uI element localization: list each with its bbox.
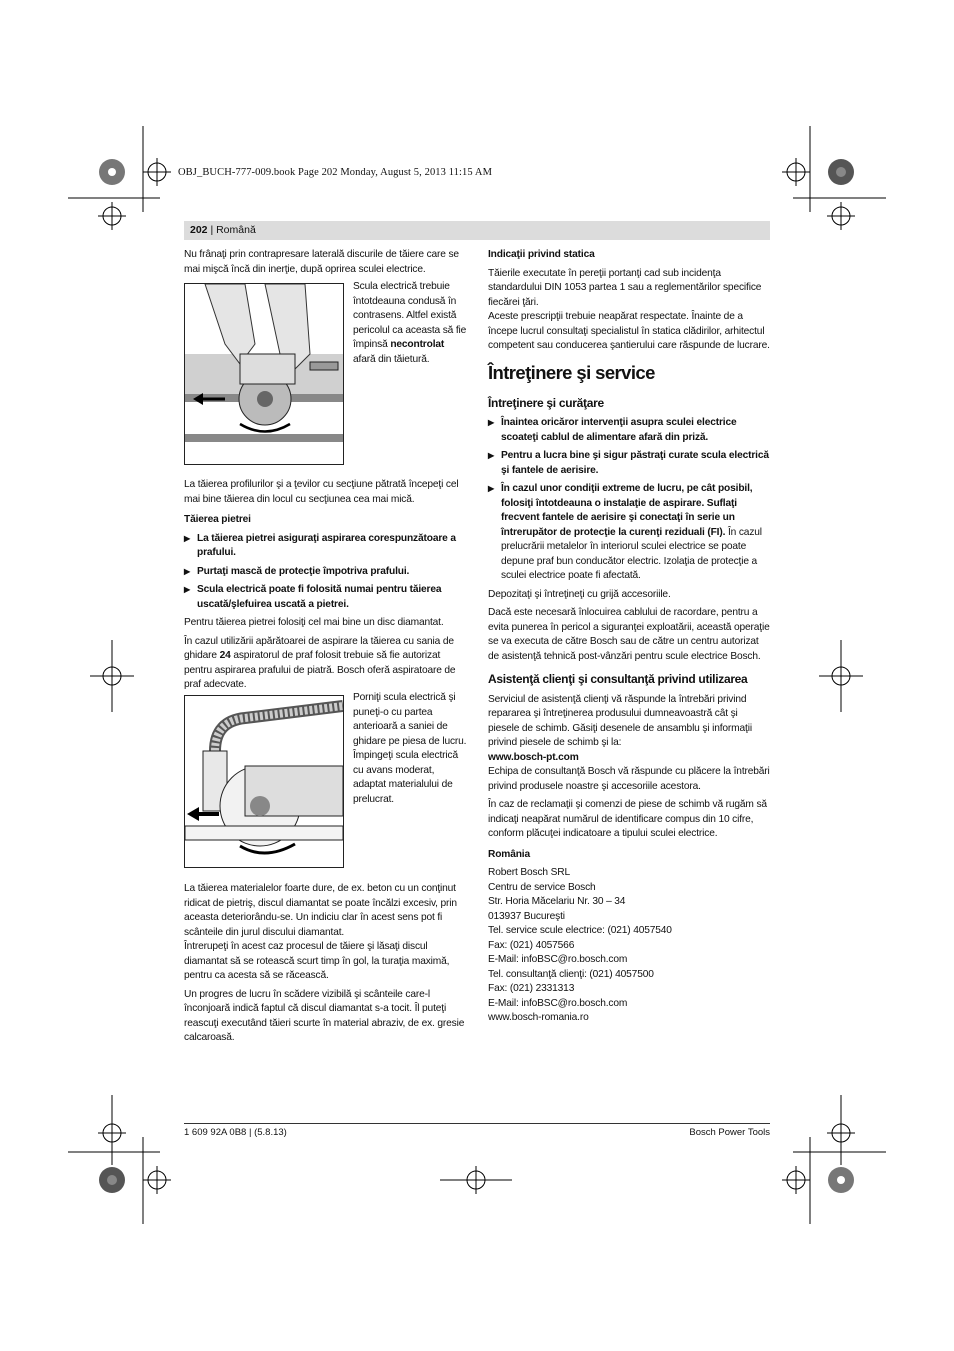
profile-paragraph: La tăierea profilurilor şi a ţevilor cu secţiune pătrată începeţi cel mai bine tăierea din locul cu secţiunea cea mai mică. [184, 479, 459, 505]
page-number: 202 [190, 224, 208, 236]
figure-cutting-direction [184, 283, 344, 465]
aspiration-paragraph: În cazul utilizării apărătoarei de aspirare la tăierea cu sania de ghidare 24 aspiratorul de praf folosit trebuie să fie autorizat pentru aspirarea prafului de piatră. Bosch oferă aspiratoare de praf adecvate. [184, 635, 456, 690]
static-paragraph-1: Tăierile executate în pereţii portanţi cad sub incidenţa standardului DIN 1053 partea 1 sau a reglementărilor specifice fiecărei ţări. [488, 267, 762, 308]
country-heading: România [488, 848, 530, 860]
bosch-pt-link[interactable]: www.bosch-pt.com [488, 751, 579, 763]
diamond-paragraph: Pentru tăierea pietrei folosiţi cel mai bine un disc diamantat. [184, 617, 444, 628]
left-column-middle [184, 478, 466, 697]
address-block [488, 866, 770, 1026]
address-line: Tel. service scule electrice: (021) 4057540 [488, 925, 672, 936]
address-line: Centru de service Bosch [488, 881, 596, 893]
address-line: 013937 Bucureşti [488, 910, 565, 922]
maintenance-bullet-3: ▶ În cazul unor condiţii extreme de lucru, pe cât posibil, folosiţi întotdeauna o instalaţie de aspirare. Suflaţi frecvent fantele de aerisire şi conectaţi în serie un întrerupător de protecţie la curenţi reziduali (FI). În cazul prelucrării metalelor în interiorul sculei electrice se poate depune praf bun conducător electric. Izolaţia de protecţie a sculei electrice poate fi afectată. [488, 482, 770, 584]
hard-material-paragraph-1: La tăierea materialelor foarte dure, de ex. beton cu un conţinut ridicat de pietriş, discul diamantat se poate încălzi excesiv, prin aceasta deteriorându-se. Un indiciu clar în acest sens pot fi scânteile din jurul discului diamantat. [184, 883, 457, 938]
maintenance-heading: Întreţinere şi curăţare [488, 395, 604, 410]
address-line: Fax: (021) 4057566 [488, 939, 575, 951]
language-label: Română [216, 224, 256, 236]
intro-paragraph: Nu frânaţi prin contrapresare laterală discurile de tăiere care se mai mişcă încă din inerţie, după oprirea sculei electrice. [184, 249, 459, 275]
address-line: Str. Horia Măcelariu Nr. 30 – 34 [488, 896, 626, 907]
page-header-bar [184, 221, 770, 240]
address-line: Robert Bosch SRL [488, 867, 570, 878]
footer-brand: Bosch Power Tools [689, 1127, 770, 1138]
stone-bullet-3: ▶ Scula electrică poate fi folosită numai pentru tăierea uscată/şlefuirea uscată a pietrei. [184, 583, 466, 612]
figure1-caption-bold: necontrolat [390, 339, 445, 350]
page-header: 202 | Română [190, 224, 256, 236]
print-slug: OBJ_BUCH-777-009.book Page 202 Monday, August 5, 2013 11:15 AM [178, 167, 493, 178]
assistance-paragraph-1: Serviciul de asistenţă clienţi vă răspunde la întrebări privind repararea şi întreţinerea produsului dumneavoastră cât şi piesele de schimb. Găsiţi desenele de ansamblu şi informaţii privind piesele de schimb şi la: [488, 693, 752, 748]
assistance-paragraph-3: În caz de reclamaţii şi comenzi de piese de schimb vă rugăm să indicaţi neapărat numărul de identificare compus din 10 cifre, conform plăcuţei indicatoare a tipului sculei electrice. [488, 799, 767, 839]
address-line[interactable]: www.bosch-romania.ro [488, 1012, 589, 1023]
stone-bullet-2: ▶ Purtaţi mască de protecţie împotriva prafului. [184, 565, 466, 580]
footer-doc-number: 1 609 92A 0B8 | (5.8.13) [184, 1127, 287, 1138]
static-paragraph-2: Aceste prescripţii trebuie neapărat respectate. Înainte de a începe lucrul consultaţi specialistul în statica clădirilor, arhitectul competent sau conducerea şantierului care răspunde de lucrare. [488, 311, 770, 351]
right-column [488, 248, 770, 1026]
accessories-paragraph: Depozitaţi şi întreţineţi cu grijă accesoriile. [488, 588, 671, 600]
assistance-paragraph-2: Echipa de consultanţă Bosch vă răspunde cu plăcere la întrebări privind produsele noastre şi accesoriile acestora. [488, 766, 770, 792]
guide-sled-number: 24 [219, 650, 231, 661]
static-heading: Indicaţii privind statica [488, 249, 595, 260]
address-line[interactable]: E-Mail: infoBSC@ro.bosch.com [488, 997, 628, 1009]
address-line[interactable]: E-Mail: infoBSC@ro.bosch.com [488, 954, 628, 965]
cable-paragraph: Dacă este necesară înlocuirea cablului de racordare, pentru a evita punerea în pericol a siguranţei exploatării, această operaţie se va executa de către Bosch sau de către un centru autorizat de asistenţă tehnică post-vânzări pentru scule electrice Bosch. [488, 607, 770, 662]
hard-material-paragraph-2: Întrerupeţi în acest caz procesul de tăiere şi lăsaţi discul diamantat să se rotească scurt timp în gol, la turaţia maximă, pentru ca acesta să se răcească. [184, 941, 450, 981]
stone-bullet-1: ▶ La tăierea pietrei asiguraţi aspirarea corespunzătoare a prafului. [184, 532, 466, 561]
figure2-caption: Porniţi scula electrică şi puneţi-o cu partea anterioară a saniei de ghidare pe piesa de lucru. Împingeţi scula electrică cu avans moderat, adaptat materialului de prelucrat. [353, 692, 467, 805]
guide-sled-illustration [185, 696, 343, 867]
left-column-top [184, 248, 466, 281]
address-line: Tel. consultanţă clienţi: (021) 4057500 [488, 968, 654, 980]
footer-divider [184, 1123, 770, 1124]
left-column-bottom [184, 882, 466, 1050]
figure1-caption: Scula electrică trebuie întotdeauna condusă în contrasens. Altfel există pericolul ca aceasta să fie împinsă necontrolat afară din tăietură. [353, 281, 467, 365]
maintenance-bullet-1: ▶ Înaintea oricăror intervenţii asupra sculei electrice scoateţi cablul de alimentare afară din priză. [488, 416, 770, 445]
assistance-heading: Asistenţă clienţi şi consultanţă privind utilizarea [488, 672, 748, 686]
hard-material-paragraph-3: Un progres de lucru în scădere vizibilă şi scânteile care-l înconjoară indică faptul că discul diamantat s-a tocit. Îl puteţi reascuţi executând tăieri scurte în material abraziv, de ex. gresie calcaroasă. [184, 988, 465, 1043]
section-title: Întreţinere şi service [488, 361, 655, 383]
stone-heading: Tăierea pietrei [184, 514, 251, 525]
figure-guide-sled [184, 695, 344, 868]
cutting-direction-illustration [185, 284, 343, 464]
maintenance-bullet-2: ▶ Pentru a lucra bine şi sigur păstraţi curate scula electrică şi fantele de aerisire. [488, 449, 770, 478]
address-line: Fax: (021) 2331313 [488, 983, 575, 994]
